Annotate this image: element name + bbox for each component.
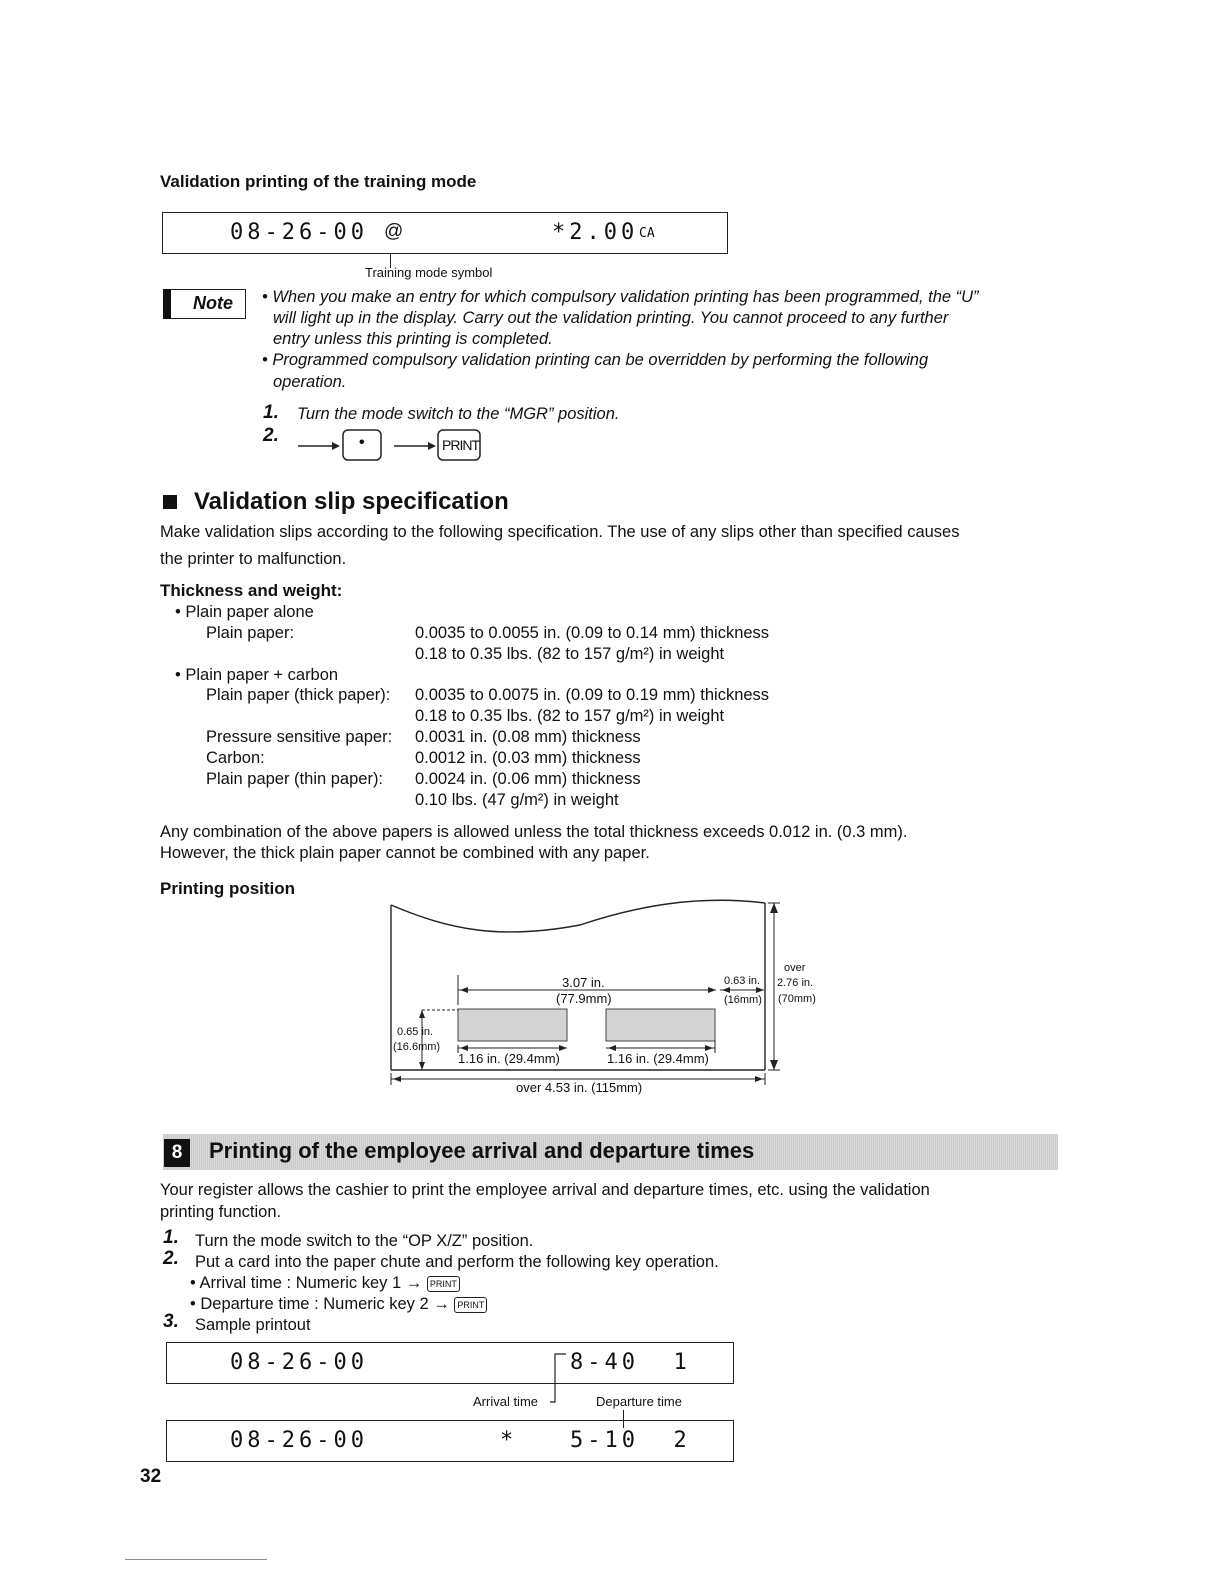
- slip-spec-title: Validation slip specification: [194, 488, 509, 515]
- printout2-date: 08-26-00: [230, 1428, 368, 1453]
- employee-intro-line2: printing function.: [160, 1203, 282, 1221]
- training-symbol: @: [384, 221, 404, 242]
- training-amount: *2.00: [552, 220, 639, 245]
- dim-116b: 1.16 in. (29.4mm): [607, 1051, 709, 1066]
- dim-over: over: [784, 962, 806, 974]
- printout1-date: 08-26-00: [230, 1350, 368, 1375]
- emp-step1-num: 1.: [163, 1227, 179, 1248]
- note-label: Note: [193, 293, 233, 313]
- printout2-value: 5-10 2: [570, 1428, 691, 1453]
- dot-key-icon: •: [359, 434, 365, 451]
- g2-label1: Plain paper (thick paper):: [206, 686, 391, 704]
- g2-value1: 0.0035 to 0.0075 in. (0.09 to 0.19 mm) thickness: [415, 686, 770, 704]
- departure-time-label: Departure time: [596, 1394, 682, 1409]
- page-number: 32: [140, 1466, 162, 1487]
- emp-step3-num: 3.: [163, 1311, 179, 1332]
- note-badge: [163, 289, 247, 319]
- combo-line1: Any combination of the above papers is allowed unless the total thickness exceeds 0.012 in. (0.3 mm).: [160, 823, 908, 841]
- dim-16: (16mm): [724, 994, 762, 1006]
- training-print-date: 08-26-00: [230, 220, 368, 245]
- dim-116a: 1.16 in. (29.4mm): [458, 1051, 560, 1066]
- group1-label: • Plain paper alone: [175, 603, 314, 621]
- note-bullet2-line1: • Programmed compulsory validation printing can be overridden by performing the following: [262, 351, 929, 369]
- printout1-value: 8-40 1: [570, 1350, 691, 1375]
- g2-label2: Pressure sensitive paper:: [206, 728, 393, 746]
- note-bullet1-line2: will light up in the display. Carry out the validation printing. You cannot proceed to any further: [273, 309, 949, 327]
- dim-779: (77.9mm): [556, 991, 612, 1006]
- section-square-icon: [163, 495, 177, 509]
- dim-063: 0.63 in.: [724, 975, 761, 987]
- arrival-time-label: Arrival time: [473, 1394, 539, 1409]
- g2-value2: 0.18 to 0.35 lbs. (82 to 157 g/m²) in weight: [415, 707, 725, 725]
- combo-line2: However, the thick plain paper cannot be combined with any paper.: [160, 844, 650, 862]
- slip-intro-line2: the printer to malfunction.: [160, 550, 347, 568]
- emp-step2-bullet2: • Departure time : Numeric key 2 → PRINT: [190, 1294, 487, 1315]
- note-bullet2-line2: operation.: [273, 373, 347, 391]
- training-symbol-label: Training mode symbol: [365, 265, 493, 280]
- dim-453: over 4.53 in. (115mm): [516, 1080, 643, 1095]
- emp-step2-bullet1: • Arrival time : Numeric key 1 → PRINT: [190, 1273, 460, 1294]
- note-step1-text: Turn the mode switch to the “MGR” position.: [297, 405, 620, 423]
- emp-step3-text: Sample printout: [195, 1316, 311, 1334]
- g2-label4: Plain paper (thin paper):: [206, 770, 384, 788]
- g2-value6: 0.10 lbs. (47 g/m²) in weight: [415, 791, 619, 809]
- print-key-icon: PRINT: [454, 1297, 487, 1313]
- slip-intro-line1: Make validation slips according to the following specification. The use of any slips other than specified causes: [160, 523, 960, 541]
- printing-position-heading: Printing position: [160, 879, 296, 898]
- g1-label: Plain paper:: [206, 624, 295, 642]
- print-key-icon: PRINT: [442, 437, 479, 453]
- note-step1-num: 1.: [263, 402, 279, 423]
- g2-value4: 0.0012 in. (0.03 mm) thickness: [415, 749, 641, 767]
- training-heading: Validation printing of the training mode: [160, 172, 477, 191]
- arrival-pointer: [550, 1352, 570, 1404]
- printout2-star: *: [500, 1428, 518, 1453]
- g2-label3: Carbon:: [206, 749, 265, 767]
- dim-70: (70mm): [778, 993, 816, 1005]
- section-number-badge: 8: [164, 1139, 190, 1167]
- print-key-icon: PRINT: [427, 1276, 460, 1292]
- group2-label: • Plain paper + carbon: [175, 666, 339, 684]
- emp-step1-text: Turn the mode switch to the “OP X/Z” position.: [195, 1232, 534, 1250]
- thickness-heading: Thickness and weight:: [160, 581, 343, 600]
- dim-276: 2.76 in.: [777, 977, 814, 989]
- g1-value1: 0.0035 to 0.0055 in. (0.09 to 0.14 mm) thickness: [415, 624, 770, 642]
- note-bullet1-line1: • When you make an entry for which compulsory validation printing has been programmed, the “U”: [262, 288, 979, 306]
- g2-value5: 0.0024 in. (0.06 mm) thickness: [415, 770, 641, 788]
- employee-intro-line1: Your register allows the cashier to print the employee arrival and departure times, etc. using the validation: [160, 1181, 930, 1199]
- g1-value2: 0.18 to 0.35 lbs. (82 to 157 g/m²) in weight: [415, 645, 725, 663]
- note-step2-num: 2.: [263, 425, 279, 446]
- note-bullet1-line3: entry unless this printing is completed.: [273, 330, 553, 348]
- dim-307: 3.07 in.: [562, 975, 605, 990]
- g2-value3: 0.0031 in. (0.08 mm) thickness: [415, 728, 641, 746]
- dim-065: 0.65 in.: [397, 1026, 434, 1038]
- employee-section-title: Printing of the employee arrival and departure times: [209, 1138, 755, 1163]
- dim-166: (16.6mm): [393, 1041, 441, 1053]
- footer-rule: [125, 1559, 267, 1560]
- emp-step2-text: Put a card into the paper chute and perform the following key operation.: [195, 1253, 719, 1271]
- emp-step2-num: 2.: [163, 1248, 179, 1269]
- training-amount-suffix: CA: [639, 226, 655, 241]
